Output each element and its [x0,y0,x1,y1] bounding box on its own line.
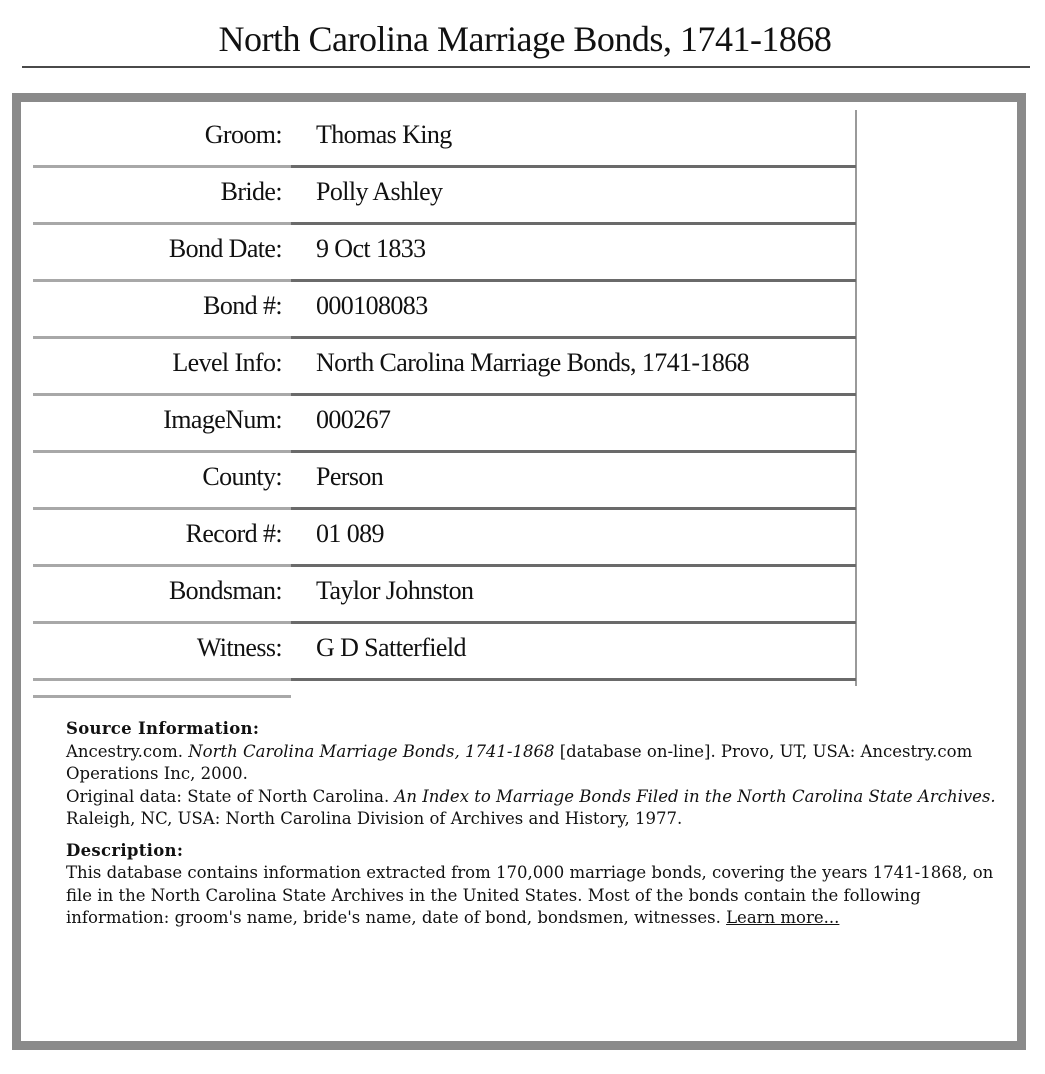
source-information-heading: Source Information: [66,719,260,738]
field-value: 000267 [316,405,391,434]
citation-suffix: [database on-line]. Provo, UT, USA: Ancestry.com Operations Inc, 2000. [66,741,973,783]
record-row-bondsman [33,566,854,623]
row-divider [291,678,856,681]
learn-more-link[interactable]: Learn more... [726,908,840,927]
original-data [66,786,1011,831]
field-label: Bondsman: [168,576,282,605]
field-value: G D Satterfield [316,633,466,662]
field-label: Bond Date: [168,234,282,263]
field-value: North Carolina Marriage Bonds, 1741-1868 [316,348,750,377]
record-row-county [33,452,854,509]
record-row-level-info [33,338,854,395]
field-value: Polly Ashley [316,177,443,206]
field-value: Person [316,462,384,491]
title-divider [22,66,1030,68]
record-row-record-number [33,509,854,566]
source-section [66,718,1011,930]
record-frame [12,93,1026,1050]
field-label: Bond #: [203,291,282,320]
field-label: Groom: [204,120,282,149]
spacer [66,831,1011,840]
record-table [33,110,854,680]
field-label: Witness: [196,633,282,662]
original-prefix: Original data: State of North Carolina. [66,786,395,806]
page-title: North Carolina Marriage Bonds, 1741-1868 [218,19,832,59]
original-suffix: Raleigh, NC, USA: North Carolina Division of Archives and History, 1977. [66,809,683,828]
description-body: This database contains information extracted from 170,000 marriage bonds, covering the years 1741-1868, on file in the North Carolina State Archives in the United States. Most of the bonds contain the following information: groom's name, bride's name, date of bond, bondsmen, witnesses. [66,863,994,927]
field-label: ImageNum: [163,405,282,434]
field-label: Record #: [185,519,282,548]
field-label: Level Info: [172,348,282,377]
original-title: An Index to Marriage Bonds Filed in the North Carolina State Archives. [394,786,996,806]
field-value: Taylor Johnston [316,576,474,605]
section-divider [33,695,291,698]
record-row-image-num [33,395,854,452]
record-row-groom [33,110,854,167]
record-row-bond-date [33,224,854,281]
row-divider [33,678,291,681]
field-value: Thomas King [316,120,452,149]
field-label: County: [202,462,282,491]
citation-prefix: Ancestry.com. [66,741,189,761]
description-text [66,862,1011,930]
record-row-bride [33,167,854,224]
field-value: 000108083 [316,291,428,320]
field-label: Bride: [220,177,282,206]
source-citation [66,741,1011,786]
table-right-border [855,110,857,686]
field-value: 01 089 [316,519,384,548]
field-value: 9 Oct 1833 [316,234,426,263]
citation-title: North Carolina Marriage Bonds, 1741-1868 [188,741,555,761]
record-row-witness [33,623,854,680]
record-row-bond-number [33,281,854,338]
description-heading: Description: [66,840,184,860]
